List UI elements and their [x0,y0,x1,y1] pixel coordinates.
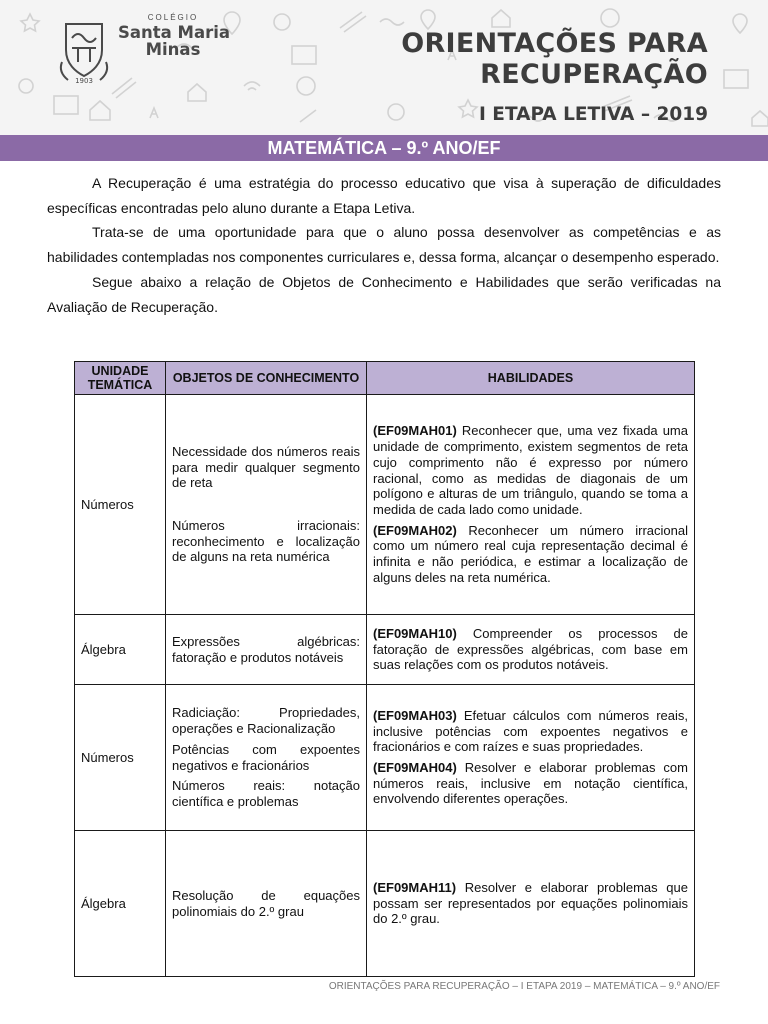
intro-paragraph: Segue abaixo a relação de Objetos de Conhecimento e Habilidades que serão verificadas na Avaliação de Recuperação. [47,273,721,315]
skill-code: (EF09MAH04) [373,760,457,775]
table-row [75,615,695,685]
page-footer: ORIENTAÇÕES PARA RECUPERAÇÃO – I ETAPA 2019 – MATEMÁTICA – 9.º ANO/EF [328,981,720,992]
skill-code: (EF09MAH02) [373,522,457,538]
skills-cell [367,685,695,831]
content-table [74,361,695,977]
document-subtitle: I ETAPA LETIVA – 2019 [478,104,708,125]
globe-icon [274,14,290,30]
star-icon [459,100,477,117]
header-skills: HABILIDADES [367,362,695,395]
object-item: Radiciação: Propriedades, operações e Racionalização [172,705,360,737]
skills-cell [367,831,695,977]
objects-cell [166,615,367,685]
shield-icon [56,18,112,86]
house-icon [188,84,206,101]
logo-name: Santa Maria [118,23,231,42]
object-item: Números reais: notação científica e problemas [172,778,360,809]
books-icon [724,70,748,88]
wifi-icon [244,82,260,90]
alphabet-icon [150,108,158,118]
skill-text: Resolver e elaborar problemas que possam ser representados por equações polinomiais do 2.º grau. [373,879,688,927]
skill-text: Reconhecer um número irracional como um número real cuja representação decimal é infinita e não periódica, e estimar a localização de alguns deles na reta numérica. [373,522,688,585]
books-icon [54,96,78,114]
clock-icon [297,77,315,95]
object-item: Potências com expoentes negativos e fracionários [172,741,360,773]
table-row [75,395,695,615]
logo-colegio: COLÉGIO [147,13,199,22]
unit-cell: Álgebra [75,831,166,977]
unit-cell: Números [75,395,166,615]
house-icon [492,10,510,27]
skill-code: (EF09MAH11) [373,879,457,895]
skill-text: Efetuar cálculos com números reais, inclusive potências com expoentes negativos e fracionários e com raízes e suas propriedades. [373,707,688,755]
title-line-1: ORIENTAÇÕES PARA [401,28,708,59]
globe-icon [388,104,404,120]
school-logo [56,12,231,85]
logo-year: 1903 [75,77,93,85]
intro-paragraph: A Recuperação é uma estratégia do processo educativo que visa à superação de dificuldades específicas encontradas pelo aluno durante a Etapa Letiva. [47,175,721,216]
skill-code: (EF09MAH01) [373,423,457,439]
skill-code: (EF09MAH10) [373,625,457,641]
skills-cell [367,615,695,685]
pencil-icon [300,110,316,122]
header-objects: OBJETOS DE CONHECIMENTO [166,362,367,395]
skill-text: Resolver e elaborar problemas com números reais, inclusive em notação científica, envolvendo diferentes operações. [373,760,688,807]
skill-item [373,760,688,807]
skill-code: (EF09MAH03) [373,707,457,723]
title-line-2: RECUPERAÇÃO [480,59,708,90]
skill-item [373,626,688,673]
subject-band: MATEMÁTICA – 9.º ANO/EF [0,135,768,161]
table-row [75,685,695,831]
star-icon [21,14,39,31]
object-item: Necessidade dos números reais para medir qualquer segmento de reta [172,443,360,491]
skills-cell [367,395,695,615]
logo-city: Minas [145,40,201,59]
logo-text [118,12,231,59]
skill-item [373,523,688,586]
house-icon [752,111,768,126]
header-unit: UNIDADE TEMÁTICA [75,362,166,395]
object-item: Resolução de equações polinomiais do 2.º grau [172,887,360,919]
document-title [401,28,708,90]
ruler-icon [340,12,366,32]
objects-cell [166,831,367,977]
map-pin-icon [733,14,747,33]
house-icon [90,101,110,120]
table-header-row [75,362,695,395]
page-header [0,0,768,135]
skill-item [373,708,688,755]
books-icon [292,46,316,64]
object-item: Números irracionais: reconhecimento e localização de alguns na reta numérica [172,518,360,565]
intro-paragraph: Trata-se de uma oportunidade para que o aluno possa desenvolver as competências e as habilidades contempladas nos componentes curriculares e, dessa forma, alcançar o desempenho esperado. [47,224,721,266]
map-pin-icon [421,10,435,29]
unit-cell: Números [75,685,166,831]
skill-item [373,423,688,517]
clock-icon [601,9,619,27]
objects-cell [166,685,367,831]
table-row [75,831,695,977]
unit-cell: Álgebra [75,615,166,685]
scribble-icon [380,19,404,25]
globe-icon [19,79,33,93]
object-item: Expressões algébricas: fatoração e produtos notáveis [172,633,360,665]
skill-text: Compreender os processos de fatoração de expressões algébricas, com base em suas relações com os produtos notáveis. [373,625,688,673]
objects-cell [166,395,367,615]
skill-item [373,880,688,927]
intro-text [47,171,721,319]
skill-text: Reconhecer que, uma vez fixada uma unidade de comprimento, existem segmentos de reta cujo comprimento não é expresso por número racional, como as medidas de diagonais de um polígono e alturas de um triângulo, quando se toma a medida de cada lado como unidade. [373,423,688,517]
